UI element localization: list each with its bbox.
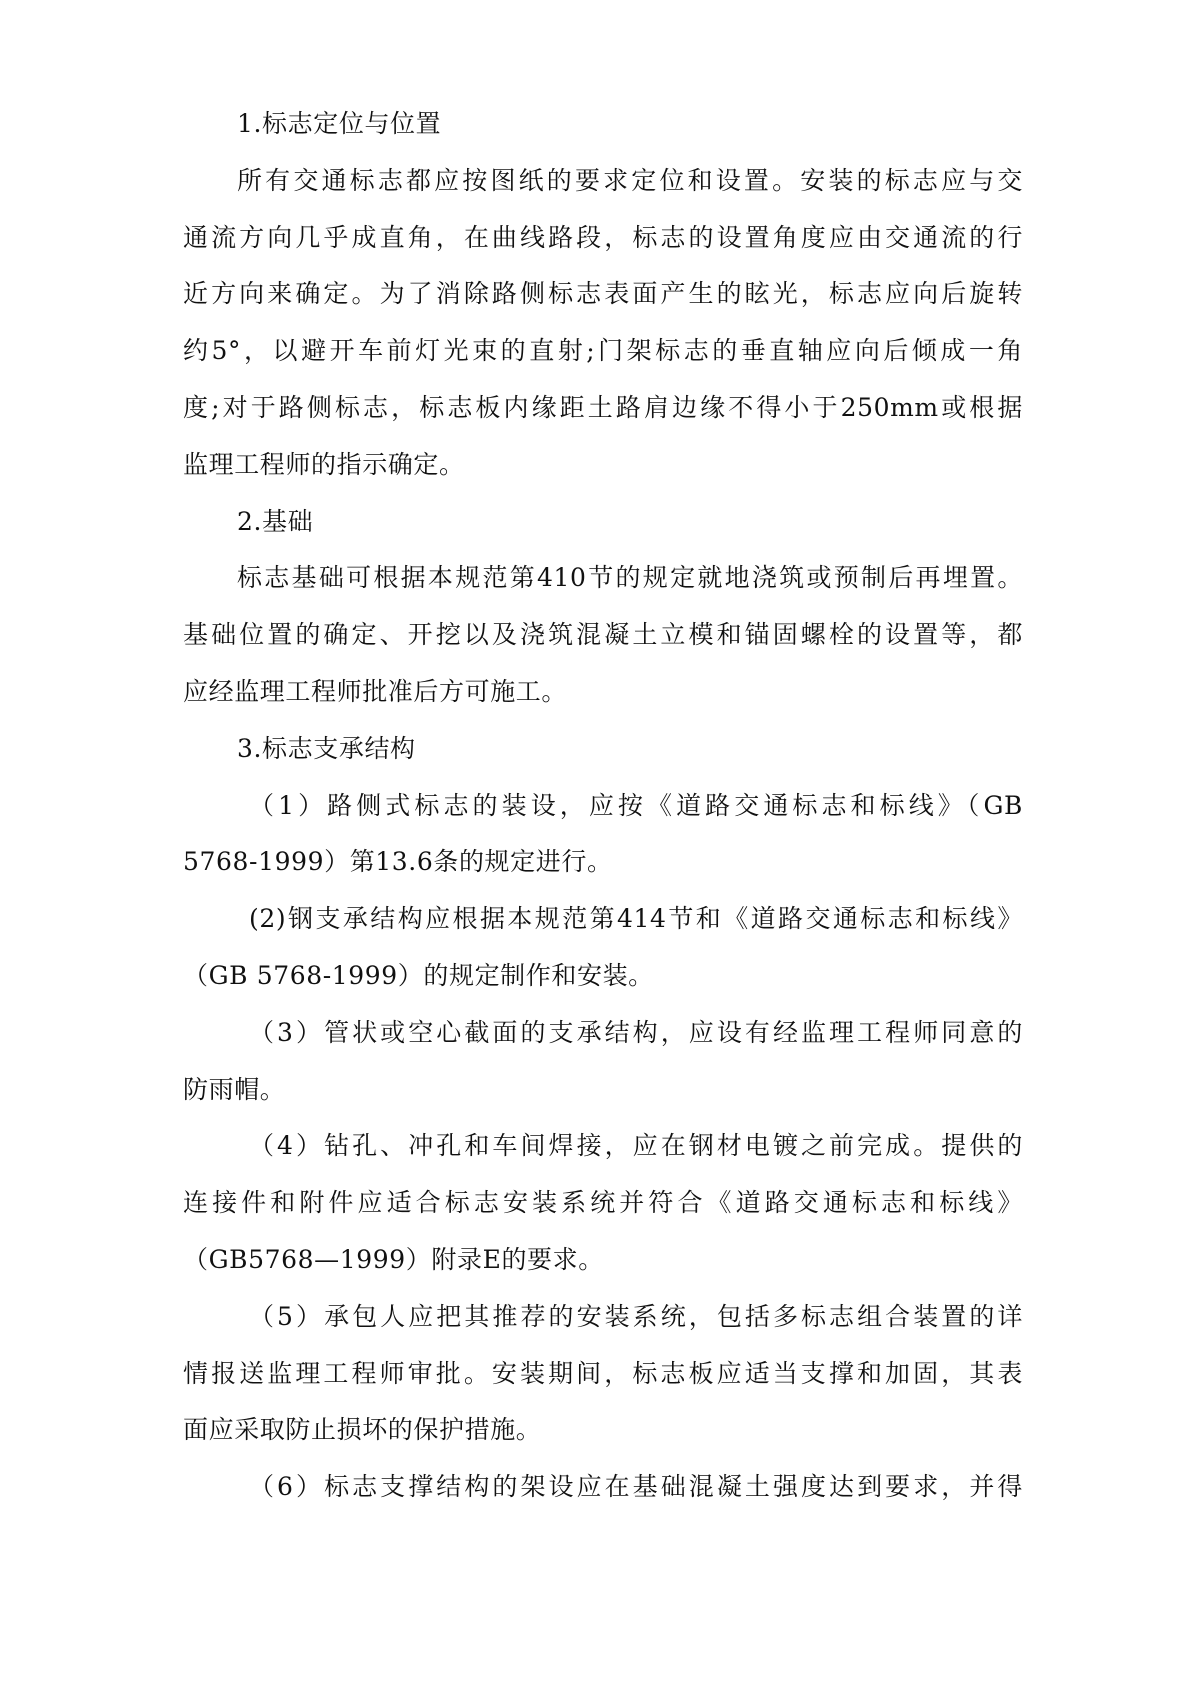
- text-line: 度;对于路侧标志，标志板内缘距土路肩边缘不得小于250mm或根据: [183, 392, 1023, 422]
- text-line: （3）管状或空心截面的支承结构，应设有经监理工程师同意的: [249, 1017, 1023, 1047]
- list-item-3: [183, 1005, 1023, 1119]
- text-line: 情报送监理工程师审批。安装期间，标志板应适当支撑和加固，其表: [183, 1358, 1023, 1388]
- text-line: 连接件和附件应适合标志安装系统并符合《道路交通标志和标线》: [183, 1188, 1023, 1218]
- text-line: 基础位置的确定、开挖以及浇筑混凝土立模和锚固螺栓的设置等，都: [183, 620, 1023, 650]
- section-heading-positioning: [183, 96, 1023, 153]
- section-heading-foundation: [183, 494, 1023, 551]
- text-line: 近方向来确定。为了消除路侧标志表面产生的眩光，标志应向后旋转: [183, 279, 1023, 309]
- text-line: （4）钻孔、冲孔和车间焊接，应在钢材电镀之前完成。提供的: [249, 1131, 1023, 1161]
- text-line: 1.标志定位与位置: [237, 109, 442, 138]
- text-line: 2.基础: [237, 506, 314, 536]
- text-line: 约5°，以避开车前灯光束的直射;门架标志的垂直轴应向后倾成一角: [183, 336, 1023, 366]
- text-line: （GB5768—1999）附录E的要求。: [183, 1244, 604, 1274]
- text-line: 3.标志支承结构: [237, 733, 416, 763]
- text-line: （GB 5768-1999）的规定制作和安装。: [183, 960, 654, 990]
- list-item-6: [183, 1459, 1023, 1516]
- text-line: 防雨帽。: [183, 1074, 286, 1104]
- text-line: 监理工程师的指示确定。: [183, 449, 465, 479]
- text-line: （5）承包人应把其推荐的安装系统，包括多标志组合装置的详: [249, 1301, 1023, 1331]
- list-item-5: [183, 1289, 1023, 1459]
- section-heading-support-structure: [183, 721, 1023, 778]
- paragraph-positioning: [183, 153, 1023, 494]
- document-body: [183, 96, 1023, 1516]
- text-line: 应经监理工程师批准后方可施工。: [183, 676, 568, 706]
- text-line: （6）标志支撑结构的架设应在基础混凝土强度达到要求，并得: [249, 1472, 1023, 1502]
- text-line: 5768-1999）第13.6条的规定进行。: [183, 847, 613, 877]
- paragraph-foundation: [183, 550, 1023, 720]
- list-item-1: [183, 778, 1023, 892]
- list-item-4: [183, 1118, 1023, 1288]
- text-line: 通流方向几乎成直角，在曲线路段，标志的设置角度应由交通流的行: [183, 222, 1023, 252]
- text-line: 所有交通标志都应按图纸的要求定位和设置。安装的标志应与交: [237, 165, 1023, 195]
- list-item-2: [183, 891, 1023, 1005]
- text-line: 面应采取防止损坏的保护措施。: [183, 1415, 542, 1445]
- text-line: (2)钢支承结构应根据本规范第414节和《道路交通标志和标线》: [249, 904, 1023, 934]
- text-line: 标志基础可根据本规范第410节的规定就地浇筑或预制后再埋置。: [237, 563, 1023, 593]
- text-line: （1）路侧式标志的装设，应按《道路交通标志和标线》（GB: [249, 790, 1023, 820]
